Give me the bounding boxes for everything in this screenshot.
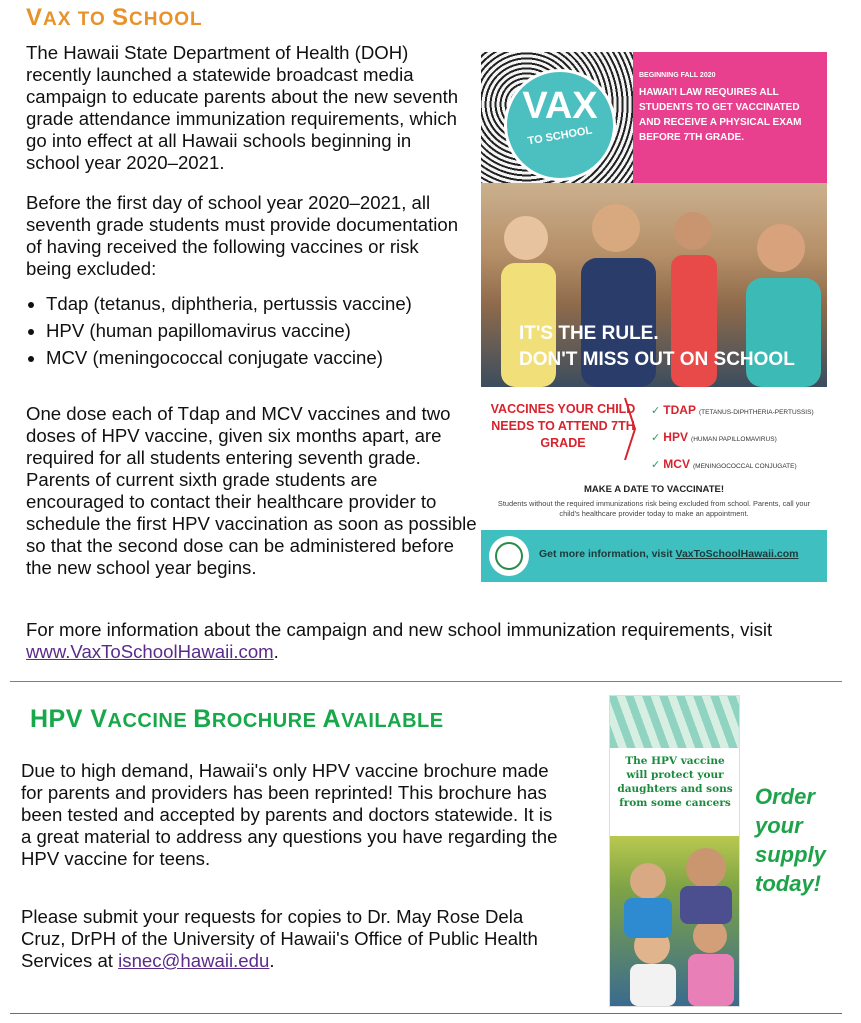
footer-info: Get more information, visit VaxToSchoolHawaii.com	[539, 548, 799, 560]
check-icon: ✓	[651, 405, 661, 417]
request-paragraph	[21, 906, 541, 972]
section-title-hpv-brochure: HPV VACCINE BROCHURE AVAILABLE	[30, 705, 444, 733]
more-info-paragraph	[26, 619, 826, 663]
poster-vaccine-item: ✓ TDAP (TETANUS-DIPHTHERIA-PERTUSSIS)	[651, 403, 814, 417]
bracket-chevron	[623, 396, 637, 462]
make-a-date-text: MAKE A DATE TO VACCINATE!	[583, 484, 725, 495]
photo-caption-2: DON'T MISS OUT ON SCHOOL	[519, 349, 795, 370]
logo-sub-text: TO SCHOOL	[526, 124, 594, 148]
poster-vaccine-item: ✓ MCV (MENINGOCOCCAL CONJUGATE)	[651, 457, 797, 471]
section-title-vax-to-school: VAX TO SCHOOL	[26, 4, 203, 31]
logo-main-text: VAX	[522, 85, 598, 127]
bottom-divider	[10, 1013, 842, 1014]
requirements-paragraph: Before the first day of school year 2020–2021, all seventh grade students must provide documentation of having received the following vaccines or risk being excluded:	[26, 192, 459, 279]
vaxtoschool-link[interactable]: www.VaxToSchoolHawaii.com	[26, 641, 274, 662]
vax-to-school-poster	[481, 52, 827, 582]
intro-paragraph: The Hawaii State Department of Health (DOH) recently launched a statewide broadcast media campaign to educate parents about the new seventh grade attendance immunization requirements, which go into effect at all Hawaii schools beginning in school year 2020–2021.	[26, 42, 459, 173]
email-link[interactable]: isnec@hawaii.edu	[118, 950, 270, 971]
poster-vaccine-item: ✓ HPV (HUMAN PAPILLOMAVIRUS)	[651, 430, 777, 444]
hpv-brochure-image	[609, 695, 740, 1007]
students-photo	[481, 183, 827, 387]
request-text: Please submit your requests for copies to Dr. May Rose Dela Cruz, DrPH of the University of Hawaii's Office of Public Health Services at	[21, 906, 538, 971]
check-icon: ✓	[651, 432, 661, 444]
list-item: • Tdap (tetanus, diphtheria, pertussis vaccine)	[46, 290, 516, 317]
banner-line-2: HAWAI'I LAW REQUIRES ALL STUDENTS TO GET VACCINATED AND RECEIVE A PHYSICAL EXAM BEFORE 7TH GRADE.	[639, 87, 802, 143]
banner-line-1: BEGINNING FALL 2020	[639, 72, 716, 79]
list-item: • MCV (meningococcal conjugate vaccine)	[46, 344, 516, 371]
list-item: • HPV (human papillomavirus vaccine)	[46, 317, 516, 344]
poster-vaccine-list	[651, 398, 821, 479]
request-end: .	[269, 950, 275, 971]
brochure-photo	[610, 836, 739, 1006]
brochure-tagline: The HPV vaccine will protect your daughters and sons from some cancers	[617, 755, 733, 809]
photo-caption-1: IT'S THE RULE.	[519, 323, 659, 344]
vaccines-needed-text: VACCINES YOUR CHILD NEEDS TO ATTEND 7TH GRADE	[490, 402, 636, 450]
check-icon: ✓	[651, 459, 661, 471]
poster-small-print: Students without the required immunizations risk being excluded from school. Parents, call your child's healthcare provider today to make an appointment.	[497, 499, 811, 518]
more-info-end: .	[273, 641, 279, 662]
vax-logo	[504, 69, 616, 181]
doh-seal-icon	[489, 536, 529, 576]
brochure-header-pattern	[610, 696, 739, 748]
vaccine-list	[4, 290, 516, 371]
dose-paragraph: One dose each of Tdap and MCV vaccines and two doses of HPV vaccine, given six months apart, are required for all students entering seventh grade. Parents of current sixth grade students are encouraged to contact their healthcare provider to schedule the first HPV vaccination as soon as possible so that the second dose can be administered before the new school year begins.	[26, 403, 477, 578]
section-divider	[10, 681, 842, 682]
more-info-text: For more information about the campaign and new school immunization requirements, visit	[26, 619, 773, 640]
brochure-paragraph: Due to high demand, Hawaii's only HPV vaccine brochure made for parents and providers has been reprinted! This brochure has been tested and accepted by parents and doctors statewide. It is a great material to address any questions you have regarding the HPV vaccine for teens.	[21, 760, 558, 869]
poster-footer	[481, 530, 827, 582]
footer-link[interactable]: VaxToSchoolHawaii.com	[675, 548, 799, 560]
brochure-children-illustration	[610, 836, 739, 1006]
order-supply-callout: Order your supply today!	[755, 784, 826, 896]
